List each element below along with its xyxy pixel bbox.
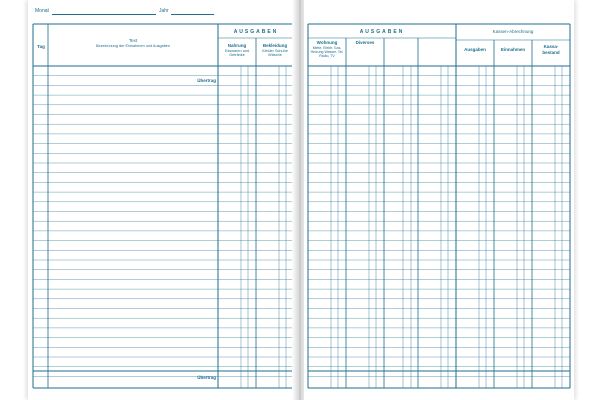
cash-settlement-header: Kassen-Abrechnung	[492, 29, 534, 34]
column-balance-subheader: bestand	[542, 50, 560, 55]
month-label: Monat	[35, 8, 49, 14]
expenses-header-left: AUSGABEN	[233, 29, 279, 35]
carry-over-bottom-label: Übertrag	[197, 375, 216, 380]
column-housing-header: Wohnung	[316, 40, 338, 45]
column-clothing-header: Bekleidung	[262, 43, 288, 48]
column-food-header: Nahrung	[227, 43, 247, 48]
carry-over-top-label: Übertrag	[197, 78, 216, 83]
column-clothing-subtitle: Kleider Schuhe Wäsche	[262, 49, 288, 58]
column-income-header: Einnahmen	[500, 47, 526, 52]
column-text-subtitle: Bezeichnung der Einnahmen und Ausgaben	[95, 44, 171, 48]
expenses-header-right: AUSGABEN	[359, 29, 405, 35]
left-ledger-grid	[28, 0, 296, 400]
column-balance-header: Kassa-	[543, 44, 559, 49]
column-day-header: Tag	[37, 44, 45, 49]
ledger-right-page	[304, 0, 574, 400]
column-expenses-header: Ausgaben	[464, 47, 486, 52]
year-label: Jahr	[159, 8, 169, 14]
column-text-header: Text	[128, 38, 138, 43]
right-ledger-grid	[304, 0, 574, 400]
ledger-left-page	[28, 0, 296, 400]
column-food-subtitle: Esswaren und Getränke	[224, 49, 250, 58]
column-housing-subtitle: Miete, Elektr. Gas, Heizung Wasser, Tel. Radio, TV	[310, 46, 344, 58]
column-misc-header: Diverses	[355, 40, 375, 45]
